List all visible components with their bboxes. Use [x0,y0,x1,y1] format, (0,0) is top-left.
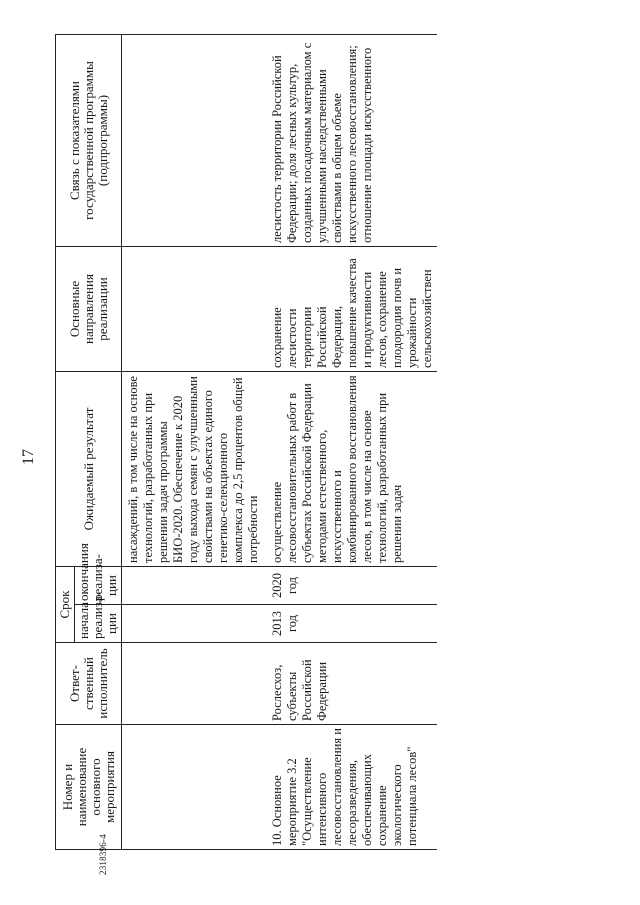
page-number: 17 [20,449,37,465]
cell-empty [122,643,268,725]
table-row-continuation [122,35,268,850]
header-link: Связь с показателями государственной программы (подпрограммы) [56,35,122,247]
header-executor: Ответ-ственный исполнитель [56,643,122,725]
document-code: 2318396-4 [98,834,108,875]
measures-table [55,34,437,850]
cell-result: осуществление лесовосстановительных работ в субъектах Российской Федерации методами естественного, искусственного и комбинированного восстановления лесов, в том числе на основе технологий, разработанных при решении задач [267,372,437,567]
cell-term-start: 2013 год [267,605,437,643]
header-directions: Основные направления реализации [56,247,122,372]
cell-empty [122,567,268,605]
table-row-10 [267,35,437,850]
header-result: Ожидаемый результат [56,372,122,567]
header-number-name: Номер и наименование основного мероприятия [56,725,122,850]
cell-result-continuation: насаждений, в том числе на основе технологий, разработанных при решении задач программы БИО-2020. Обеспечение к 2020 году выхода семян с улучшенными свойствами на объектах единого генетико-селекционного комплекса до 2,5 процентов общей потребности [122,372,268,567]
header-term-end: окончания реализа-ции [75,567,122,605]
cell-number-name: 10. Основное мероприятие 3.2 "Осуществление интенсивного лесовосстановления и лесоразведения, обеспечивающих сохранение экологического потенциала лесов" [267,725,437,850]
cell-link: лесистость территории Российской Федерации; доля лесных культур, созданных посадочным материалом с улучшенными наследственными свойствами в общем объеме искусственного лесовосстановления; отношение площади искусственного [267,35,437,247]
cell-empty [122,605,268,643]
header-term-start: начала реализа-ции [75,605,122,643]
cell-term-end: 2020 год [267,567,437,605]
cell-executor: Рослесхоз, субъекты Российской Федерации [267,643,437,725]
header-row [56,35,75,850]
header-term: Срок [56,567,75,643]
cell-directions: сохранение лесистости территории Российской Федерации, повышение качества и продуктивности лесов, сохранение плодородия почв и урожайности сельскохозяйствен [267,247,437,372]
cell-empty [122,35,268,247]
cell-empty [122,247,268,372]
cell-empty [122,725,268,850]
